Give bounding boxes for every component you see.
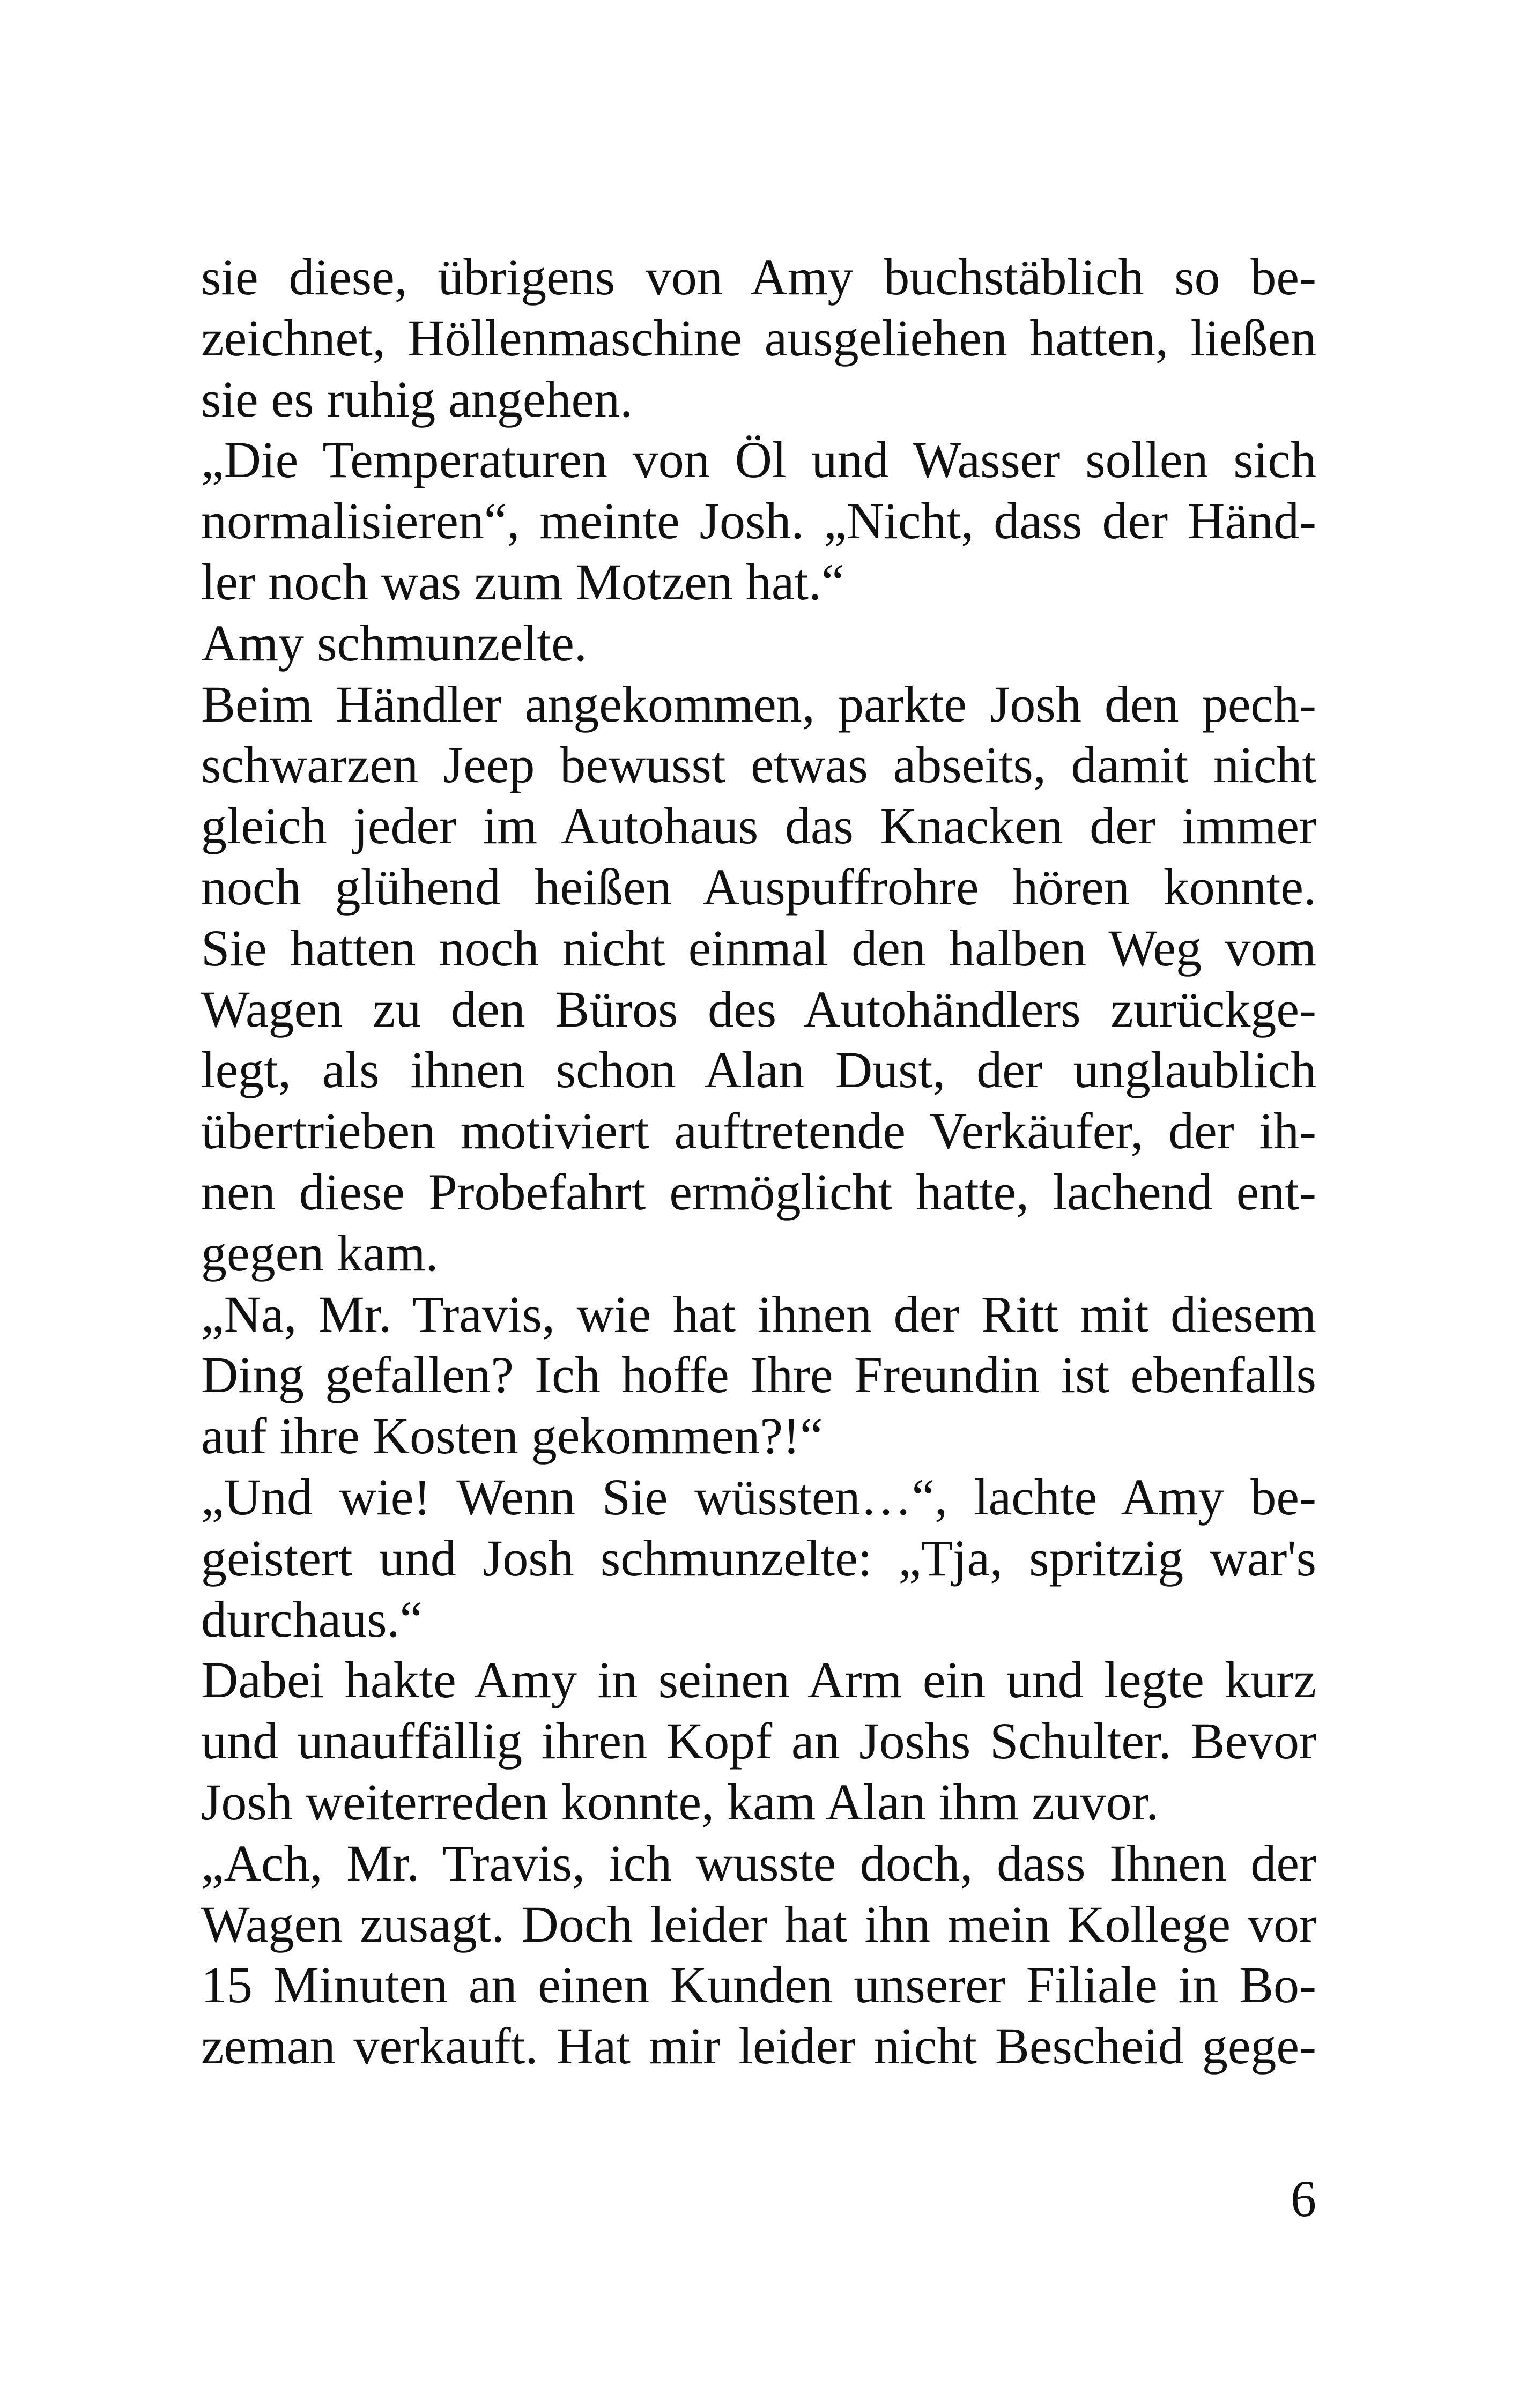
text-line: zeichnet, Höllenmaschine ausgeliehen hatten, ließen — [201, 309, 1316, 367]
text-line: Wagen zusagt. Doch leider hat ihn mein Kollege vor — [201, 1895, 1316, 1953]
text-line: „Ach, Mr. Travis, ich wusste doch, dass Ihnen der — [201, 1834, 1316, 1892]
text-line: schwarzen Jeep bewusst etwas abseits, damit nicht — [201, 736, 1316, 794]
text-line: 15 Minuten an einen Kunden unserer Filiale in Bo- — [201, 1956, 1316, 2014]
text-line: Beim Händler angekommen, parkte Josh den pech- — [201, 675, 1316, 733]
text-line: sie diese, übrigens von Amy buchstäblich so be- — [201, 248, 1316, 306]
text-line: und unauffällig ihren Kopf an Joshs Schulter. Bevor — [201, 1712, 1316, 1770]
text-line: geistert und Josh schmunzelte: „Tja, spritzig war's — [201, 1529, 1316, 1587]
text-line: Josh weiterreden konnte, kam Alan ihm zuvor. — [201, 1773, 1159, 1831]
text-line: „Na, Mr. Travis, wie hat ihnen der Ritt mit diesem — [201, 1285, 1316, 1343]
text-line: noch glühend heißen Auspuffrohre hören konnte. — [201, 858, 1316, 916]
text-line: zeman verkauft. Hat mir leider nicht Bescheid gege- — [201, 2017, 1316, 2075]
text-line: normalisieren“, meinte Josh. „Nicht, dass der Händ- — [201, 492, 1316, 550]
text-line: gegen kam. — [201, 1224, 439, 1282]
text-line: auf ihre Kosten gekommen?!“ — [201, 1407, 823, 1465]
text-line: Sie hatten noch nicht einmal den halben Weg vom — [201, 919, 1316, 977]
text-line: übertrieben motiviert auftretende Verkäufer, der ih- — [201, 1102, 1316, 1160]
text-line: „Und wie! Wenn Sie wüssten…“, lachte Amy be- — [201, 1468, 1316, 1526]
body-text — [201, 247, 1316, 2077]
text-line: Dabei hakte Amy in seinen Arm ein und legte kurz — [201, 1651, 1316, 1709]
text-line: Ding gefallen? Ich hoffe Ihre Freundin ist ebenfalls — [201, 1346, 1316, 1404]
text-line: nen diese Probefahrt ermöglicht hatte, lachend ent- — [201, 1163, 1316, 1221]
text-line: legt, als ihnen schon Alan Dust, der unglaublich — [201, 1041, 1316, 1099]
page-number: 6 — [1291, 2170, 1316, 2227]
text-line: gleich jeder im Autohaus das Knacken der immer — [201, 797, 1316, 855]
text-line: sie es ruhig angehen. — [201, 370, 633, 428]
text-line: Wagen zu den Büros des Autohändlers zurückge- — [201, 980, 1316, 1038]
text-line: durchaus.“ — [201, 1590, 423, 1648]
text-line: ler noch was zum Motzen hat.“ — [201, 553, 844, 611]
text-line: Amy schmunzelte. — [201, 614, 587, 672]
text-line: „Die Temperaturen von Öl und Wasser sollen sich — [201, 431, 1316, 489]
